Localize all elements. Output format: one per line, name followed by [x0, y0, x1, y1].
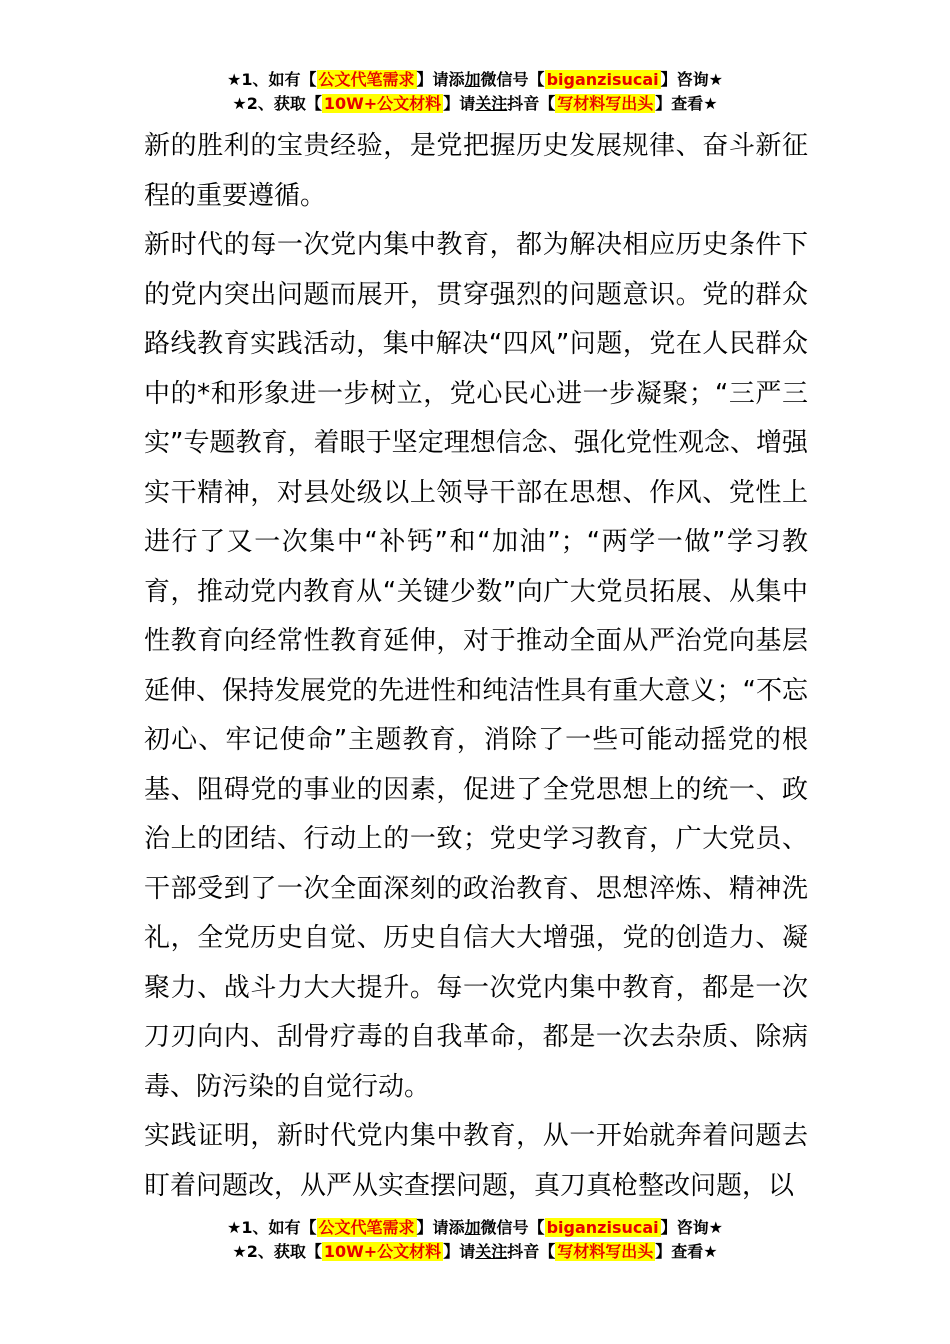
- banner-underlined-text: 关注: [475, 1242, 508, 1261]
- banner-text: 】请添: [416, 1218, 465, 1237]
- banner-highlight: biganzisucai: [546, 1218, 659, 1237]
- banner-line-2: [0, 92, 950, 116]
- banner-highlight: 公文代笔需求: [318, 70, 415, 89]
- banner-line-1: [0, 68, 950, 92]
- banner-highlight: 写材料写出头: [557, 94, 654, 113]
- banner-text: ★2、获取【: [232, 94, 322, 113]
- footer-banner: [0, 1216, 950, 1264]
- paragraph: 新的胜利的宝贵经验，是党把握历史发展规律、奋斗新征程的重要遵循。: [144, 131, 808, 211]
- banner-text: ★1、如有【: [227, 70, 317, 89]
- banner-text: ★2、获取【: [232, 1242, 322, 1261]
- banner-text: 】查看★: [655, 94, 718, 113]
- header-banner: [0, 68, 950, 116]
- banner-highlight: 10W+公文材料: [323, 1242, 442, 1261]
- banner-text: 】请: [443, 1242, 476, 1261]
- banner-highlight: 公文代笔需求: [318, 1218, 415, 1237]
- banner-line-2: [0, 1240, 950, 1264]
- banner-highlight: biganzisucai: [546, 70, 659, 89]
- paragraph: 新时代的每一次党内集中教育，都为解决相应历史条件下的党内突出问题而展开，贯穿强烈的问题意识。党的群众路线教育实践活动，集中解决“四风”问题，党在人民群众中的*和形象进一步树立，党心民心进一步凝聚；“三严三实”专题教育，着眼于坚定理想信念、强化党性观念、增强实干精神，对县处级以上领导干部在思想、作风、党性上进行了又一次集中“补钙”和“加油”；“两学一做”学习教育，推动党内教育从“关键少数”向广大党员拓展、从集中性教育向经常性教育延伸，对于推动全面从严治党向基层延伸、保持发展党的先进性和纯洁性具有重大意义；“不忘初心、牢记使命”主题教育，消除了一些可能动摇党的根基、阻碍党的事业的因素，促进了全党思想上的统一、政治上的团结、行动上的一致；党史学习教育，广大党员、干部受到了一次全面深刻的政治教育、思想淬炼、精神洗礼，全党历史自觉、历史自信大大增强，党的创造力、凝聚力、战斗力大大提升。每一次党内集中教育，都是一次刀刃向内、刮骨疗毒的自我革命，都是一次去杂质、除病毒、防污染的自觉行动。: [144, 230, 808, 1102]
- paragraph: 实践证明，新时代党内集中教育，从一开始就奔着问题去盯着问题改，从严从实查摆问题，真刀真枪整改问题，以: [144, 1121, 808, 1201]
- banner-text: 】查看★: [655, 1242, 718, 1261]
- banner-highlight: 写材料写出头: [557, 1242, 654, 1261]
- banner-text: 】请: [443, 94, 476, 113]
- banner-text: ★1、如有【: [227, 1218, 317, 1237]
- document-body: [144, 122, 808, 1211]
- banner-line-1: [0, 1216, 950, 1240]
- banner-text: 】咨询★: [660, 70, 723, 89]
- banner-underlined-text: 关注: [475, 94, 508, 113]
- banner-text: 】咨询★: [660, 1218, 723, 1237]
- banner-text: 抖音【: [507, 94, 556, 113]
- banner-text: 微信号【: [480, 1218, 545, 1237]
- banner-underlined-text: 加: [464, 1218, 481, 1237]
- banner-text: 微信号【: [480, 70, 545, 89]
- banner-text: 抖音【: [507, 1242, 556, 1261]
- banner-underlined-text: 加: [464, 70, 481, 89]
- banner-highlight: 10W+公文材料: [323, 94, 442, 113]
- banner-text: 】请添: [416, 70, 465, 89]
